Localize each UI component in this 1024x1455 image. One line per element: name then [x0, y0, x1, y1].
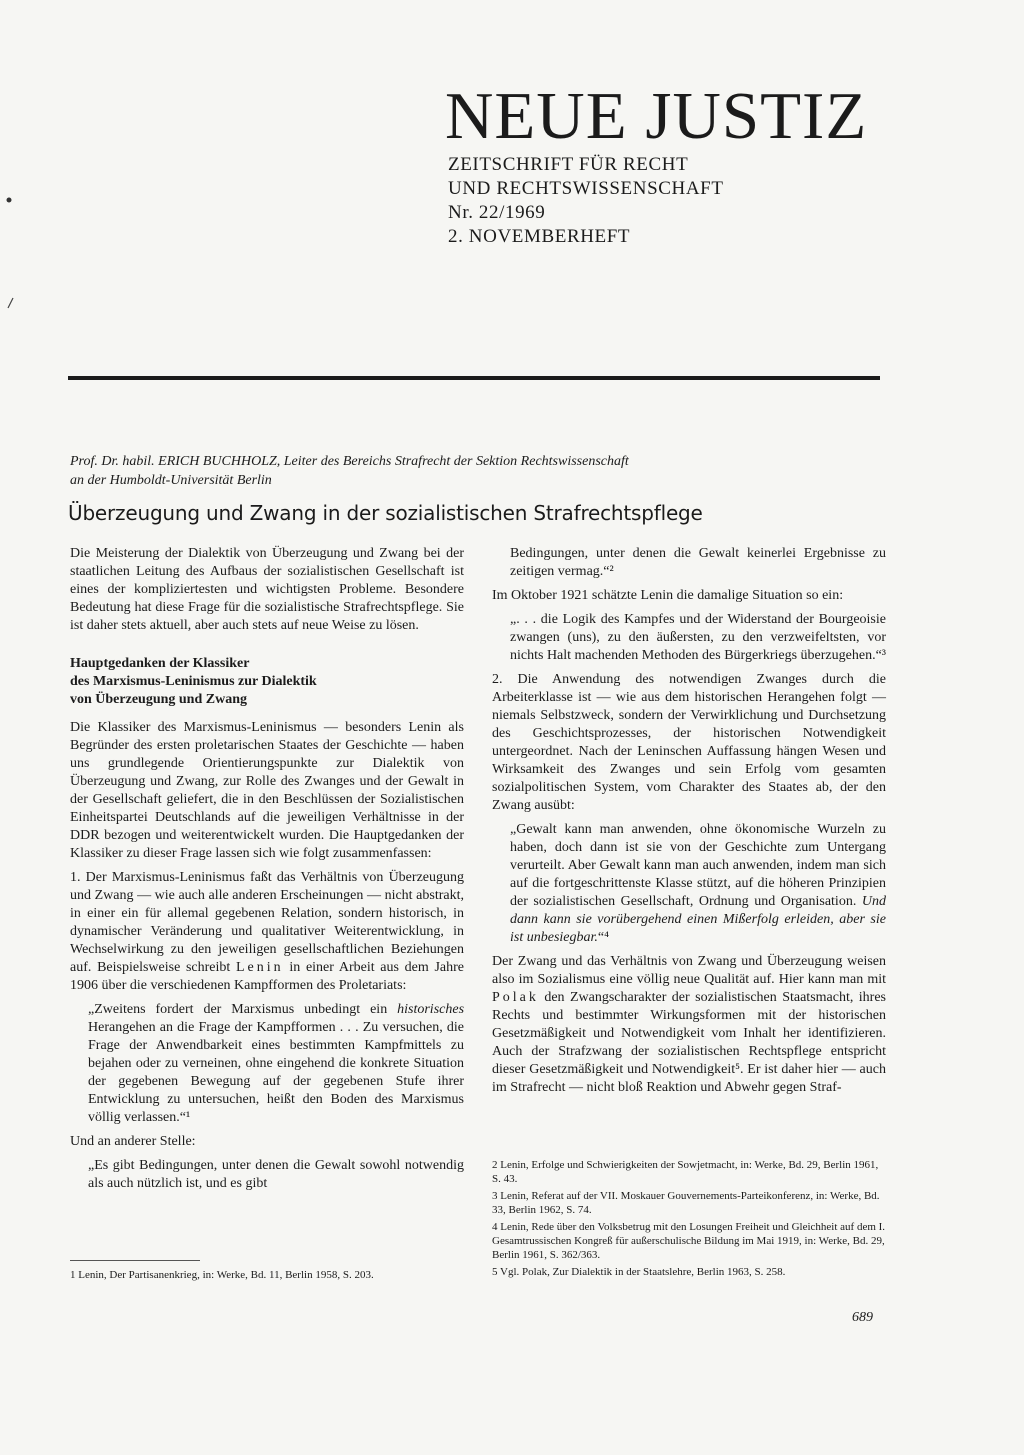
footnote-3: 3 Lenin, Referat auf der VII. Moskauer Gouvernements-Parteikonferenz, in: Werke, Bd. 33, Berlin 1962, S. 74. [492, 1190, 880, 1216]
paragraph-point-1-text-a: 1. Der Marxismus-Leninismus faßt das Verhältnis von Überzeugung und Zwang — wie auch alle anderen Erscheinungen — nicht abstrakt, in einer ein für allemal gegebenen Relation, sondern historisch, in dynamischer Veränderung und qualitativer Weiterentwicklung, in Wechselwirkung zu den jeweiligen gesellschaftlichen Beziehungen auf. Beispielsweise schreibt [70, 870, 464, 975]
quote-lenin-force-continued [510, 545, 886, 581]
footnote-divider [70, 1260, 200, 1261]
author-credit [70, 452, 890, 490]
footnotes-left [70, 1268, 462, 1285]
quote-1-text-b: Herangehen an die Frage der Kampfformen . . . Zu versuchen, die Frage der Anwendbarkeit eines bestimmten Kampfmittels zu bejahen oder zu verneinen, ohne eingehend die konkrete Situation der gegebenen Bewegung auf der gegebenen Stufe ihrer Entwicklung zu untersuchen, heißt den Boden des Marxismus völlig verlassen.“¹ [88, 1020, 464, 1125]
author-line-1: Prof. Dr. habil. ERICH BUCHHOLZ, Leiter des Bereichs Strafrecht der Sektion Rechtswissenschaft [70, 454, 629, 469]
author-line-2: an der Humboldt-Universität Berlin [70, 473, 272, 488]
section-heading-line1: Hauptgedanken der Klassiker [70, 656, 250, 671]
section-heading [70, 655, 464, 709]
paragraph-classics: Die Klassiker des Marxismus-Leninismus — besonders Lenin als Begründer des ersten proletarischen Staates der Geschichte — haben uns grundlegende Orientierungspunkte zur Dialektik von Überzeugung und Zwang, zur Rolle des Zwanges und der Gewalt in der Gesellschaft geliefert, die in den Beschlüssen der Sozialistischen Einheitspartei Deutschlands auf die jeweiligen Verhältnisse in der DDR bezogen und weiterentwickelt wurden. Die Hauptgedanken der Klassiker zu dieser Frage lassen sich wie folgt zusammenfassen: [70, 720, 464, 861]
masthead-subtitle [448, 153, 848, 249]
paragraph-new-quality-text-b: den Zwangscharakter der sozialistischen Staatsmacht, ihres Rechts und bestimmter Wirkungsformen mit der historischen Gesetzmäßigkeit und Notwendigkeit vom Inhalt her identifizieren. Auch der Strafzwang der sozialistischen Rechtspflege entspricht dieser Gesetzmäßigkeit und Notwendigkeit⁵. Er ist daher hier — auch im Strafrecht — nicht bloß Reaktion und Abwehr gegen Straf- [492, 990, 886, 1095]
quote-1-text-a: „Zweitens fordert der Marxismus unbedingt ein [88, 1002, 388, 1017]
quote-4-text: „Gewalt kann man anwenden, ohne ökonomische Wurzeln zu haben, doch dann ist sie von der Geschichte zum Untergang verurteilt. Aber Gewalt kann man auch anwenden, indem man sich auf die fortgeschrittenste Klasse stützt, auf die höheren Prinzipien der sozialistischen Gesellschaft, Ordnung und Organisation. [510, 822, 886, 909]
masthead-subtitle-line2: UND RECHTSWISSENSCHAFT [448, 178, 724, 199]
scan-speck [7, 198, 12, 203]
quote-4-footnote-mark: “⁴ [597, 930, 609, 945]
footnote-2: 2 Lenin, Erfolge und Schwierigkeiten der Sowjetmacht, in: Werke, Bd. 29, Berlin 1961, S. 43. [492, 1159, 879, 1185]
paragraph-new-quality [492, 953, 886, 1097]
footnote-1: 1 Lenin, Der Partisanenkrieg, in: Werke, Bd. 11, Berlin 1958, S. 203. [70, 1269, 374, 1281]
quote-4-emphasis: Und dann kann sie vorübergehend einen Mißerfolg erleiden, aber sie ist unbesiegbar. [510, 894, 887, 945]
paragraph-point-2: 2. Die Anwendung des notwendigen Zwanges durch die Arbeiterklasse ist — wie aus dem historischen Herangehen folgt — niemals Selbstzweck, sondern der Verwirklichung und Durchsetzung des Geschichtsprozesses, der historischen Notwendigkeit untergeordnet. Nach der Leninschen Auffassung hängen Wesen und Wirksamkeit des Zwanges und sein Erfolg vom gesamten sozialpolitischen System, vom Charakter des Staates ab, der den Zwang ausübt: [492, 672, 886, 813]
intro-paragraph: Die Meisterung der Dialektik von Überzeugung und Zwang bei der staatlichen Leitung des Aufbaus der sozialistischen Gesellschaft ist eines der kompliziertesten und wichtigsten Probleme. Besondere Bedeutung hat diese Frage für die sozialistische Strafrechtspflege. Sie ist daher stets aktuell, aber auch stets auf neue Weise zu lösen. [70, 546, 464, 633]
quote-2-text: „Es gibt Bedingungen, unter denen die Gewalt sowohl notwendig als auch nützlich ist, und es gibt [88, 1158, 464, 1191]
section-heading-line3: von Überzeugung und Zwang [70, 692, 247, 707]
masthead-edition: 2. NOVEMBERHEFT [448, 226, 631, 247]
quote-lenin-1906 [88, 1001, 464, 1127]
page-number: 689 [852, 1310, 873, 1325]
paragraph-point-1 [70, 869, 464, 995]
author-name-lenin: Lenin [236, 960, 284, 975]
paragraph-point-1-text-b: in einer Arbeit aus dem Jahre 1906 über die verschiedenen Kampfformen des Proletariats: [70, 960, 465, 993]
quote-lenin-violence [510, 821, 886, 947]
masthead-title: NEUE JUSTIZ [445, 79, 868, 153]
scan-scratch [8, 298, 13, 308]
footnote-5: 5 Vgl. Polak, Zur Dialektik in der Staatslehre, Berlin 1963, S. 258. [492, 1266, 786, 1278]
left-column [70, 545, 464, 1255]
section-heading-line2: des Marxismus-Leninismus zur Dialektik [70, 674, 317, 689]
right-column [492, 545, 886, 1145]
footnote-4: 4 Lenin, Rede über den Volksbetrug mit den Losungen Freiheit und Gleichheit auf dem I. Gesamtrussischen Kongreß für außerschulische Bildung im Mai 1919, in: Werke, Bd. 29, Berlin 1961, S. 362/363. [492, 1221, 886, 1261]
masthead-issue: Nr. 22/1969 [448, 202, 546, 223]
paragraph-and-elsewhere: Und an anderer Stelle: [70, 1134, 196, 1149]
paragraph-october-1921: Im Oktober 1921 schätzte Lenin die damalige Situation so ein: [492, 588, 844, 603]
footnotes-right [492, 1158, 886, 1282]
quote-2-continuation: Bedingungen, unter denen die Gewalt keinerlei Ergebnisse zu zeitigen vermag.“² [510, 546, 886, 579]
quote-3-text: „. . . die Logik des Kampfes und der Widerstand der Bourgeoisie zwangen (uns), zu den äußersten, zu den verzweifeltsten, vor nichts Halt machenden Methoden des Bürgerkriegs überzugehen.“³ [510, 612, 886, 663]
quote-lenin-1921 [510, 611, 886, 665]
quote-1-emphasis: historisches [397, 1002, 465, 1017]
article-title: Überzeugung und Zwang in der sozialistischen Strafrechtspflege [68, 501, 703, 525]
author-name-polak: Polak [492, 990, 539, 1005]
masthead-divider [68, 376, 880, 380]
paragraph-new-quality-text-a: Der Zwang und das Verhältnis von Zwang und Überzeugung weisen also im Sozialismus eine völlig neue Qualität auf. Hier kann man mit [492, 954, 886, 987]
masthead-subtitle-line1: ZEITSCHRIFT FÜR RECHT [448, 154, 689, 175]
quote-lenin-force [88, 1157, 464, 1193]
